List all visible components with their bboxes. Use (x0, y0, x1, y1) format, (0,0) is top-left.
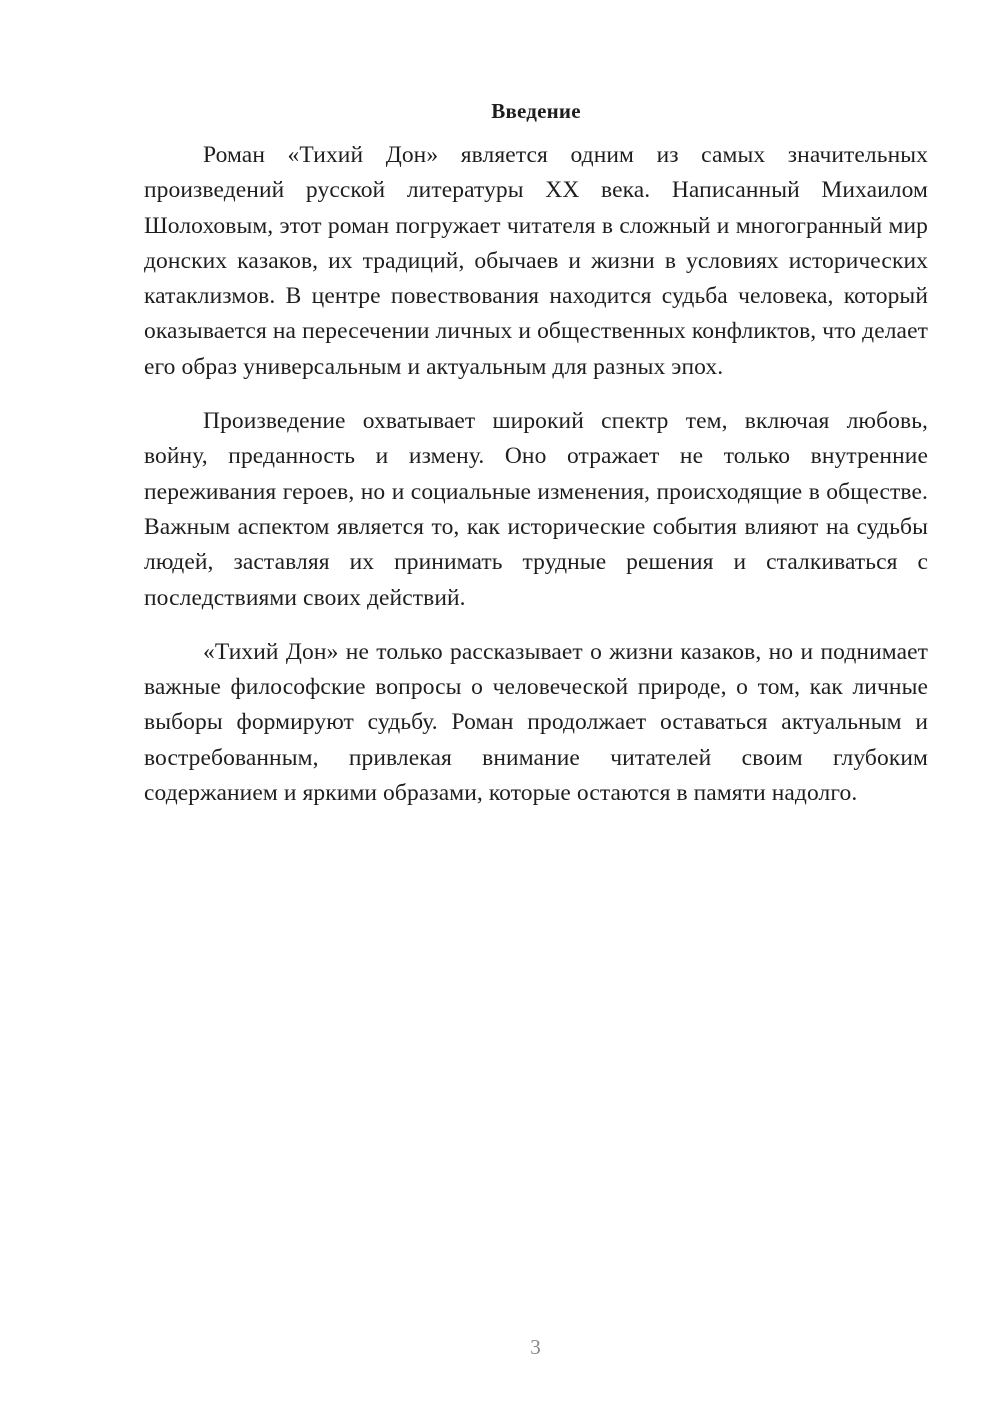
paragraph-themes: Произведение охватывает широкий спектр тем, включая любовь, войну, преданность и измену. Оно отражает не только внутренние переживания героев, но и социальные изменения, происходящие в обществе. Важным аспектом является то, как исторические события влияют на судьбы людей, заставляя их принимать трудные решения и сталкиваться с последствиями своих действий. (144, 408, 928, 611)
text-column (144, 96, 928, 830)
section-heading: Введение (491, 99, 581, 123)
paragraph-intro: Роман «Тихий Дон» является одним из самых значительных произведений русской литературы XX века. Написанный Михаилом Шолоховым, этот роман погружает читателя в сложный и многогранный мир донских казаков, их традиций, обычаев и жизни в условиях исторических катаклизмов. В центре повествования находится судьба человека, который оказывается на пересечении личных и общественных конфликтов, что делает его образ универсальным и актуальным для разных эпох. (144, 142, 928, 380)
page-number: 3 (530, 1335, 541, 1359)
paragraph-conclusion: «Тихий Дон» не только рассказывает о жизни казаков, но и поднимает важные философские вопросы о человеческой природе, о том, как личные выборы формируют судьбу. Роман продолжает оставаться актуальным и востребованным, привлекая внимание читателей своим глубоким содержанием и яркими образами, которые остаются в памяти надолго. (144, 638, 928, 807)
